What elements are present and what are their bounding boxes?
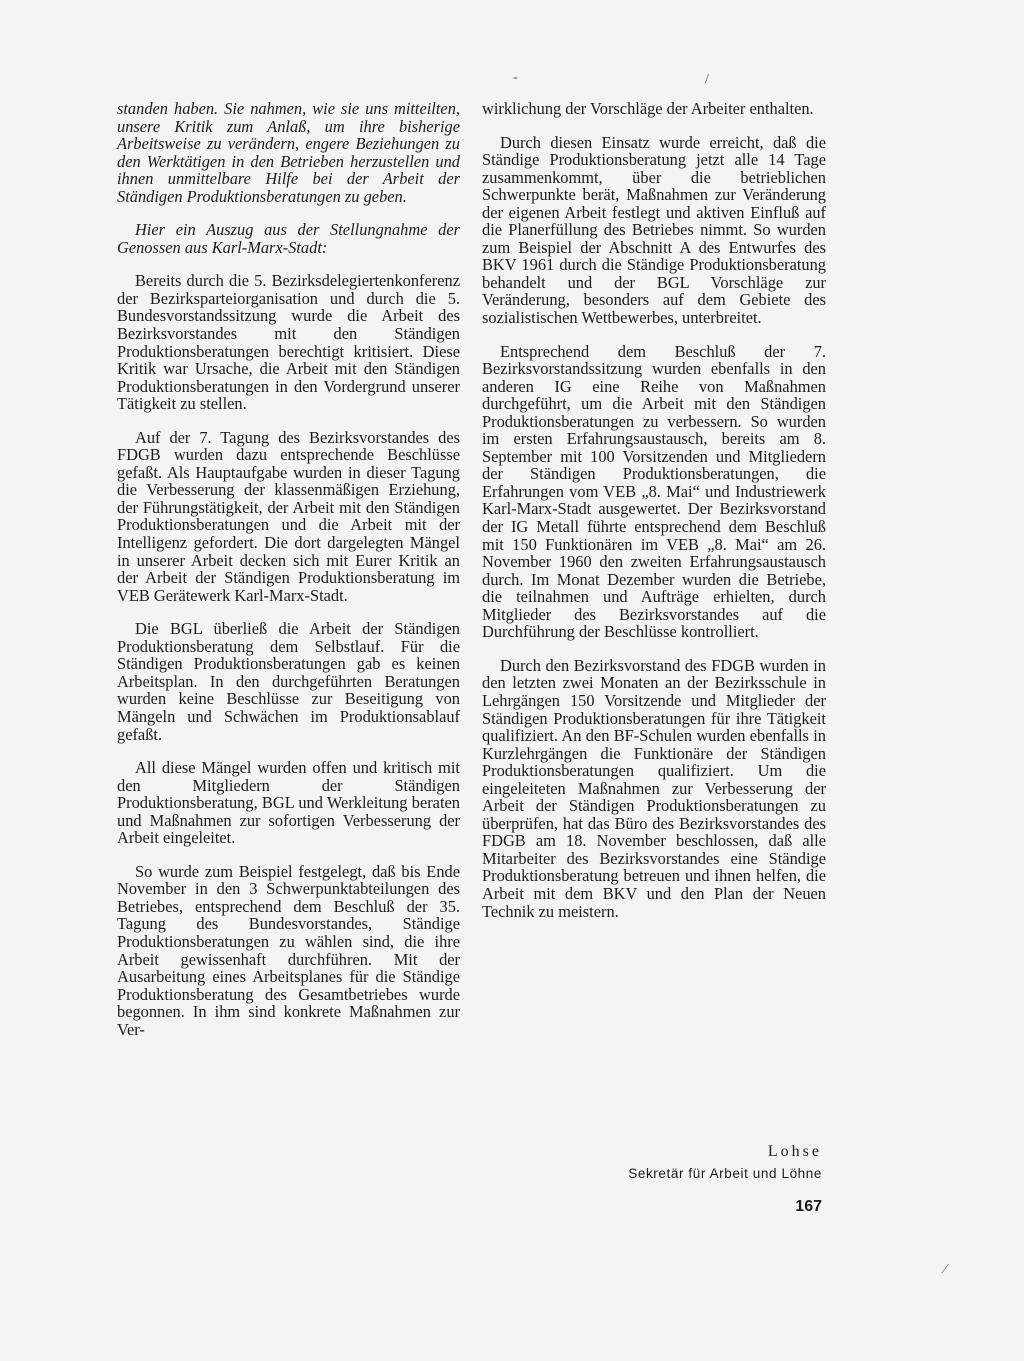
excerpt-heading: Hier ein Auszug aus der Stellungnahme der Genossen aus Karl-Marx-Stadt:: [117, 220, 460, 257]
page-number: 167: [795, 1198, 822, 1215]
paragraph-continuation: wirklichung der Vorschläge der Arbeiter enthalten.: [482, 99, 814, 118]
scan-mark: /: [705, 72, 709, 87]
signature-name: Lohse: [767, 1143, 822, 1160]
paragraph: So wurde zum Beispiel festgelegt, daß bis Ende November in den 3 Schwerpunktabteilungen des Betriebes, entsprechend dem Beschluß der 35. Tagung des Bundesvorstandes, Ständige Produktionsberatungen zu wählen sind, die ihre Arbeit gewissenhaft durchführen. Mit der Ausarbeitung eines Arbeitsplanes für die Ständige Produktionsberatung des Gesamtbetriebes wurde begonnen. In ihm sind konkrete Maßnahmen zur Ver-: [117, 861, 460, 1039]
paragraph: All diese Mängel wurden offen und kritisch mit den Mitgliedern der Ständigen Produktionsberatung, BGL und Werkleitung beraten und Maßnahmen zur sofortigen Verbesserung der Arbeit eingeleitet.: [117, 758, 460, 848]
paragraph: Durch diesen Einsatz wurde erreicht, daß die Ständige Produktionsberatung jetzt alle 14 Tage zusammenkommt, über die betrieblichen Schwerpunkte berät, Maßnahmen zur Veränderung der eigenen Arbeit festlegt und aktiven Einfluß auf die Planerfüllung des Betriebes nimmt. So wurden zum Beispiel der Abschnitt A des Entwurfes des BKV 1961 durch die Ständige Produktionsberatung behandelt und der BGL Vorschläge zur Veränderung, besonders auf dem Gebiete des sozialistischen Wettbewerbes, unterbreitet.: [482, 132, 826, 328]
paragraph: Entsprechend dem Beschluß der 7. Bezirksvorstandssitzung wurden ebenfalls in den anderen IG eine Reihe von Maßnahmen durchgeführt, um die Arbeit mit den Ständigen Produktionsberatungen zu verbessern. So wurden im ersten Erfahrungsaustausch, bereits am 8. September mit 100 Vorsitzenden und Mitgliedern der Ständigen Produktionsberatungen, die Erfahrungen vom VEB „8. Mai“ und Industriewerk Karl-Marx-Stadt ausgewertet. Der Bezirksvorstand der IG Metall führte entsprechend dem Beschluß mit 150 Funktionären im VEB „8. Mai“ am 26. November 1960 den zweiten Erfahrungsaustausch durch. Im Monat Dezember wurden die Betriebe, die teilnahmen und Aufträge erhielten, durch Mitglieder des Bezirksvorstandes auf die Durchführung der Beschlüsse kontrolliert.: [482, 341, 826, 642]
right-column: [482, 100, 826, 936]
intro-paragraph: standen haben. Sie nahmen, wie sie uns mitteilten, unsere Kritik zum Anlaß, um ihre bisherige Arbeitsweise zu verändern, engere Beziehungen zu den Werktätigen in den Betrieben herzustellen und ihnen unmittelbare Hilfe bei der Arbeit der Ständigen Produktionsberatungen zu geben.: [117, 99, 460, 206]
paragraph: Durch den Bezirksvorstand des FDGB wurden in den letzten zwei Monaten an der Bezirksschule in Lehrgängen 150 Vorsitzende und Mitglieder der Ständigen Produktionsberatungen für ihre Tätigkeit qualifiziert. An den BF-Schulen wurden ebenfalls in Kurzlehrgängen die Funktionäre der Ständigen Produktionsberatungen qualifiziert. Um die eingeleiteten Maßnahmen zur Verbesserung der Arbeit der Ständigen Produktionsberatungen zu überprüfen, hat das Büro des Bezirksvorstandes des FDGB am 18. November beschlossen, daß alle Mitarbeiter des Bezirksvorstandes eine Ständige Produktionsberatung betreuen und ihnen helfen, die Arbeit mit dem BKV und den Plan der Neuen Technik zu meistern.: [482, 655, 826, 921]
scan-mark: -: [513, 70, 518, 85]
scan-mark: ⁄: [944, 1262, 947, 1277]
paragraph: Auf der 7. Tagung des Bezirksvorstandes des FDGB wurden dazu entsprechende Beschlüsse gefaßt. Als Hauptaufgabe wurden in dieser Tagung die Verbesserung der klassenmäßigen Erziehung, der Führungstätigkeit, der Arbeit mit den Ständigen Produktionsberatungen und die Arbeit mit der Intelligenz gefordert. Die dort dargelegten Mängel in unserer Arbeit decken sich mit Eurer Kritik an der Arbeit der Ständigen Produktionsberatung im VEB Gerätewerk Karl-Marx-Stadt.: [117, 427, 460, 605]
paragraph: Die BGL überließ die Arbeit der Ständigen Produktionsberatung dem Selbstlauf. Für die Ständigen Produktionsberatungen gab es keinen Arbeitsplan. In den durchgeführten Beratungen wurden keine Beschlüsse zur Beseitigung von Mängeln und Schwächen im Produktionsablauf gefaßt.: [117, 619, 460, 744]
signature-title: Sekretär für Arbeit und Löhne: [628, 1166, 822, 1181]
paragraph: Bereits durch die 5. Bezirksdelegiertenkonferenz der Bezirksparteiorganisation und durch die 5. Bundesvorstandssitzung wurde die Arbeit des Bezirksvorstandes mit den Ständigen Produktionsberatungen berechtigt kritisiert. Diese Kritik war Ursache, die Arbeit mit den Ständigen Produktionsberatungen in den Vordergrund unserer Tätigkeit zu stellen.: [117, 271, 460, 414]
left-column: [117, 100, 460, 1054]
